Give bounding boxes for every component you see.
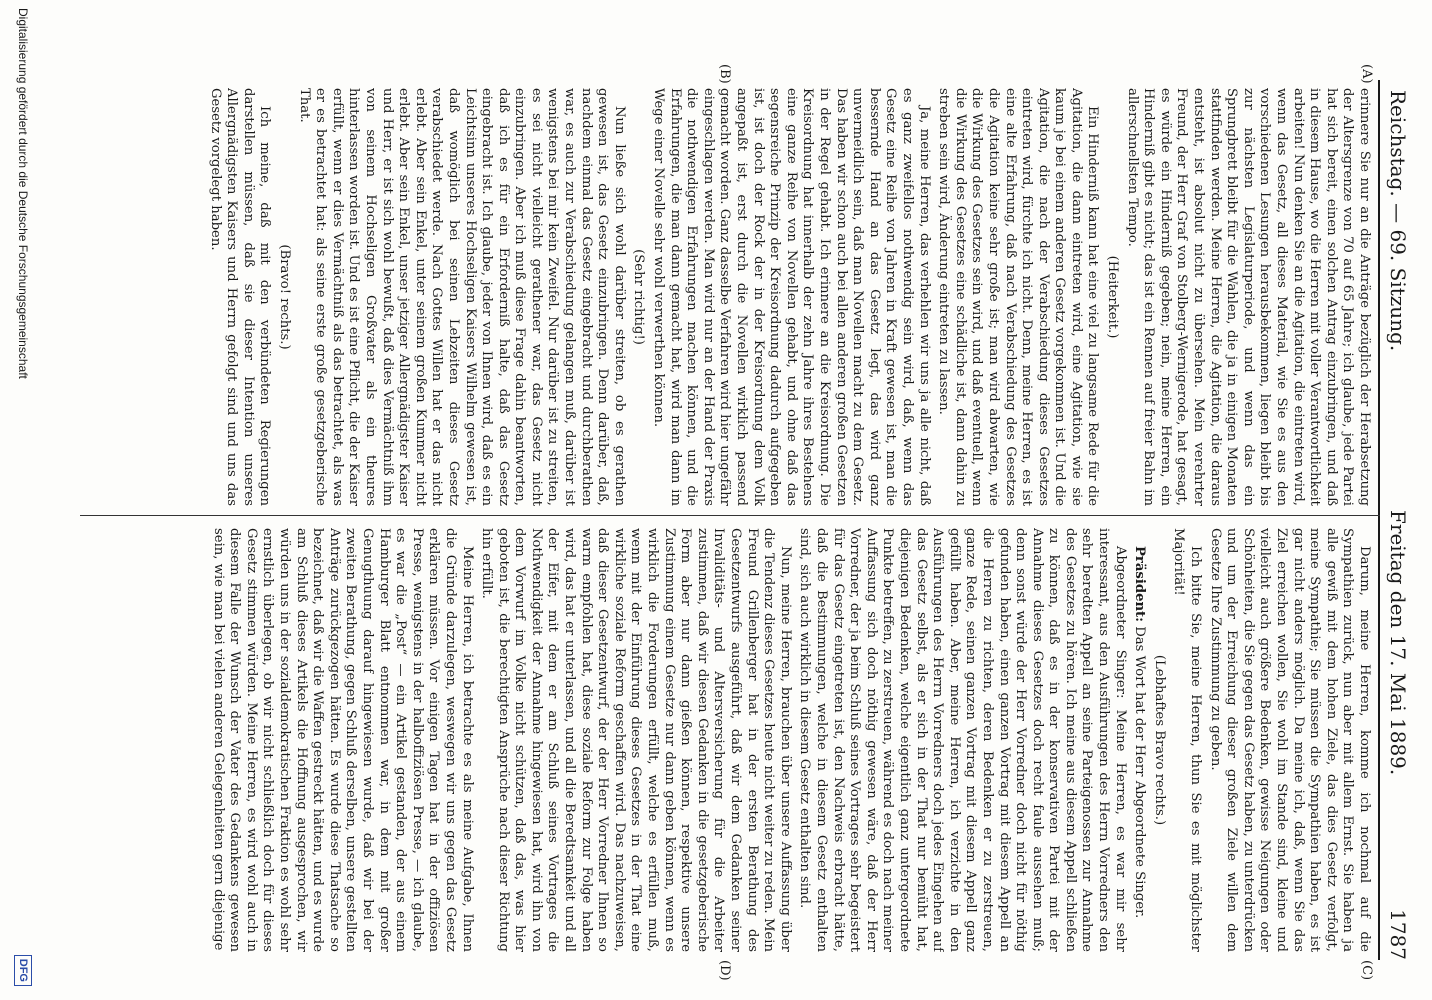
dfg-logo: DFG [14,955,32,986]
paragraph: Nun, meine Herren, brauchen über unsere Auffassung über die Tendenz dieses Gesetzes heute nicht weiter zu reden. Mein Freund Grillenberger hat in der ersten Berathung des Gesetzentwurfs ausgeführt, daß wir dem Gedanken seiner Invaliditäts- und Altersversicherung für die Arbeiter zustimmen, daß wir diesen Gedanken in die gesetzgeberische Form aber nur dann gießen können, respektive unsere Zustimmung einem Gesetze nur dann geben können, wenn es wirklich die Forderungen erfüllt, welche es erfüllen muß, wenn mit der Einführung dieses Gesetzes in der That eine wirkliche soziale Reform geschaffen wird. Das nachzuweisen, daß dieser Gesetzentwurf, der der Herr Vorredner Ihnen so warm empfohlen hat, diese soziale Reform zur Folge haben wird, das hat er unterlassen, und all die Beredtsamkeit und all der Eifer, mit dem er am Schluß seines Vortrages die Nothwendigkeit der Annahme hingewiesen hat, wird ihn von dem Vorwurf im Volke nicht schützen, daß das, was hier geboten ist, die berechtigten Ansprüche nach dieser Richtung hin erfüllt. [479,528,793,952]
right-text-column [92,528,1372,952]
paragraph: Abgeordneter Singer: Meine Herren, es war mir sehr interessant, aus den Ausführungen des Herrn Vorredners den sehr beredten Appell an seine Parteigenossen zur Annahme des Gesetzes zu hören. Ich meine aus diesem Appell schließen zu können, daß es in der konservativen Partei mit der Annahme dieses Gesetzes doch recht faule aussehen muß; denn sonst würde der Herr Vorredner doch nicht für nöthig gefunden haben, einen ganzen Vortrag mit diesem Appell an die Herren zu richten, deren Bedenken er zu zerstreuen, ganze Rede, seinen ganzen Vortrag mit diesem Appell ganz gefüllt haben. Aber, meine Herren, ich verzichte in den Ausführungen des Herrn Vorredners doch jedes Eingehen auf das Gesetz selbst, als er sich in der That nur bemüht hat, diejenigen Bedenken, welche eigentlich ganz untergeordnete Punkte betreffen, zu zerstreuen, während es doch nach meiner Auffassung sich doch nöthig gewesen wäre, daß der Herr Vorredner, der ja beim Schluß seines Vortrages sehr begeistert für das Gesetz eingetreten ist, den Nachweis erbracht hätte, daß die Bestimmungen, welche in diesem Gesetz enthalten sind, sich auch wirklich in diesem Gesetz enthalten sind. [797,528,1128,952]
margin-marker-c: (C) [1359,960,1374,981]
interjection: (Sehr richtig!) [631,249,647,345]
header-date: Freitag den 17. Mai 1889. [1386,510,1410,776]
paragraph: Ich bitte Sie, meine Herren, thun Sie es mit möglichster Majorität! [1171,528,1204,952]
margin-marker-a: (A) [1359,64,1374,84]
interjection: (Lebhaftes Bravo rechts.) [1151,654,1167,826]
interjection: (Heiterkeit.) [1105,255,1121,339]
running-header [1384,80,1412,960]
left-text-column [92,88,1372,506]
page-number: 1787 [1386,909,1410,960]
margin-marker-b: (B) [717,64,732,84]
header-rule [1378,80,1380,960]
paragraph: Ich meine, daß mit den verbündeten Regierungen darstellen müssen, daß sie dieser Intention unseres Allergnädigsten Kaisers und Herrn gefolgt sind und uns das Gesetz vorgelegt haben. [207,88,273,506]
header-title: Reichstag. — 69. Sitzung. [1386,90,1410,352]
paragraph: Präsident: Das Wort hat der Herr Abgeordnete Singer. [1132,546,1148,919]
interjection: (Bravo! rechts.) [277,244,292,350]
paragraph: Ein Hinderniß kann hat eine viel zu langsame Rede für die Agitation, die dann eintreten wird, eine Agitation, wie sie kaum je bei einem anderen Gesetz vorgekommen ist. Und die Agitation, die nach der Verabschiedung dieses Gesetzes eintreten wird, fürchte ich nicht. Denn, meine Herren, es ist eine alte Erfahrung, daß nach Verabschiedung des Gesetzes die Agitation keine sehr große ist; man wird abwarten, wie die Wirkung des Gesetzes sein wird, und daß eventuell, wenn die Wirkung des Gesetzes eine schädliche ist, dann dahin zu streben sein wird, Änderung eintreten zu lassen. [936,88,1101,506]
footer-credit: Digitalisierung gefördert durch die Deutsche Forschungsgemeinschaft [16,8,30,379]
column-divider [80,515,1380,516]
paragraph: Nun ließe sich wohl darüber streiten, ob es gerathen gewesen ist, das Gesetz einzubringen. Denn darüber, daß, nachdem einmal das Gesetz eingebracht und durchberathen war, es auch zur Verabschiedung gelangen muß, darüber ist wenigstens bei mir kein Zweifel. Nur darüber ist zu streiten, es sei nicht vielleicht gerathener war, das Gesetz nicht einzubringen. Aber ich muß diese Frage dahin beantworten, daß ich es für ein Erforderniß halte, daß das Gesetz eingebracht ist. Ich glaube, jeder von Ihnen wird, daß es ein Leichtsinn unseres Hochseligen Kaisers Wilhelm gewesen ist, daß womöglich bei seinen Lebzeiten dieses Gesetz verabschiedet werde. Nach Gottes Willen hat er das nicht erlebt. Aber sein Enkel, unter seinem großen Kummer nicht erlebt. Aber sein Enkel, unser jetziger Allergnädigster Kaiser und Herr, er ist sich wohl bewußt, daß dies Vermächtniß ihm von seinem Hochseligen Großvater als ein theures hinterlassen worden ist. Und es ist eine Pflicht, die der Kaiser erfüllt, wenn er dies Vermächtniß als das betrachtet, als was er es betrachtet hat: als seine erste große gesetzgeberische That. [296,88,627,506]
paragraph: erinnere Sie nur an die Anträge bezüglich der Herabsetzung der Altersgrenze von 70 auf 65 Jahre; ich glaube, jede Partei hat sich bereit, einen solchen Antrag einzubringen, und daß in diesem Hause, wo die Herren mit voller Verantwortlichkeit arbeiten! Nun denken Sie an die Agitation, die eintreten wird, wenn das Gesetz, all dieses Material, wie Sie es aus den vorschiedenen Lesungen herausbekommen, liegen bleibt bis zur nächsten Legislaturperiode, und wenn das ein Sprungbrett bleibt für die Wahlen, die ja in einigen Monaten stattfinden werden. Meine Herren, die Agitation, die daraus entsteht, ist absolut nicht zu übersehen. Mein verehrter Freund, der Herr Graf von Stolberg-Wernigerode, hat gesagt, es würde ein Hinderniß gegeben; nein, meine Herren, ein Hinderniß gibt es nicht; das ist ein Rennen auf freier Bahn im allerschnellsten Tempo. [1124,88,1372,506]
paragraph: Ja, meine Herren, das verhehlen wir uns ja alle nicht, daß es ganz zweifellos nothwendig sein wird, daß, wenn das Gesetz eine Reihe von Jahren in Kraft gewesen ist, man die bessernde Hand an das Gesetz legt, das wird ganz unvermeidlich sein, daß man Novellen macht zu dem Gesetz. Das haben wir schon auch bei allen anderen großen Gesetzen in der Regel gehabt. Ich erinnere an die Kreisordnung. Die Kreisordnung hat innerhalb der zehn Jahre ihres Bestehens eine ganze Reihe von Novellen gehabt, und ohne daß das segensreiche Prinzip der Kreisordnung dadurch aufgegeben ist, ist doch der Rock der in der Kreisordnung dem Volk angepaßt ist, erst durch die Novellen wirklich passend gemacht worden. Ganz dasselbe Verfahren wird hier ungefähr eingeschlagen werden. Man wird nur an der Hand der Praxis die nothwendigen Erfahrungen machen können, und die Erfahrungen, die man dann gemacht hat, wird man dann im Wege einer Novelle sehr wohl verwerthen können. [651,88,932,506]
paragraph: Meine Herren, ich betrachte es als meine Aufgabe, Ihnen die Gründe darzulegen, weswegen wir uns gegen das Gesetz erklären müssen. Vor einigen Tagen hat in der offiziösen Presse, wenigstens in der halboffiziösen Presse, — ich glaube, es war die „Post“ — ein Artikel gestanden, der aus einem Hamburger Blatt entnommen war, in dem mit großer Genugthuung darauf hingewiesen wurde, daß wir bei der zweiten Berathung, gegen Schluß derselben, unsere gestellten Anträge zurückgezogen hätten. Es wurde diese Thatsache so bezeichnet, daß wir die Waffen gestreckt hätten, und es wurde am Schluß dieses Artikels die Hoffnung ausgesprochen, wir würden uns in der sozialdemokratischen Fraktion es wohl sehr ernstlich überlegen, ob wir nicht schließlich doch für dieses Gesetz stimmen würden. Meine Herren, es wird wohl auch in diesem Falle der Wunsch der Vater des Gedankens gewesen sein, wie man bei vielen anderen Gelegenheiten gern diejenige [210,528,475,952]
paragraph: Darum, meine Herren, komme ich nochmal auf die Sympathien zurück, nun aber mit allem Ernst. Sie haben ja alle gewiß mit dem hohen Ziele, das dies Gesetz verfolgt, meine Sympathie; Sie müssen die Sympathien haben, es ist gar nicht anders möglich. Da meine ich, daß, wenn Sie das Ziel erreichen wollen, Sie wohl im Stande sind, kleine und vielleicht auch größere Bedenken, gewisse Neigungen oder Schönheiten, die Sie gegen das Gesetz haben, zu unterdrücken und um der Erreichung dieser großen Ziele willen dem Gesetze Ihre Zustimmung zu geben. [1207,528,1372,952]
footer [12,0,34,1000]
margin-marker-d: (D) [717,960,732,981]
